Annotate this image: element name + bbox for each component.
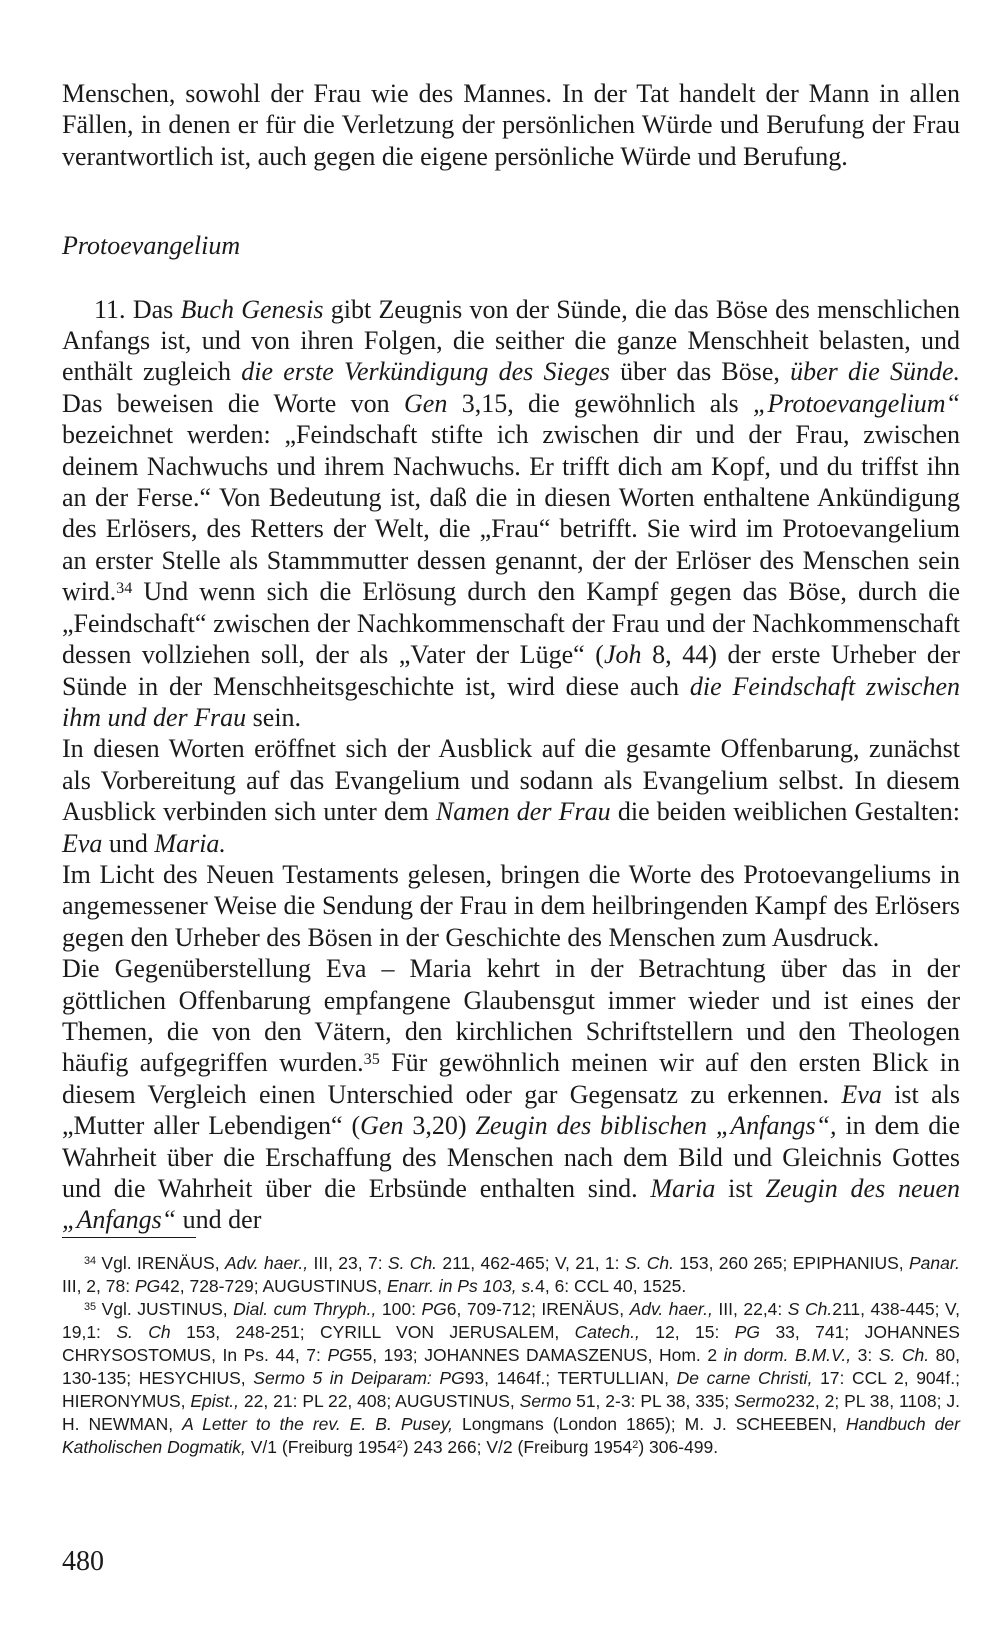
footnotes	[62, 1252, 960, 1459]
paragraph-comparison: Die Gegenüberstellung Eva – Maria kehrt in der Betrachtung über das in der göttlichen Offenbarung empfangene Glaubensgut immer wieder und ist eines der Themen, die von den Vätern, den kirchlichen Schriftstellern und den Theologen häufig aufgegriffen wurden.$^{35}$ Für gewöhnlich meinen wir auf den ersten Blick in diesem Vergleich einen Unterschied oder gar Gegensatz zu erkennen. Eva ist als „Mutter aller Lebendigen“ (Gen 3,20) Zeugin des biblischen „Anfangs“, in dem die Wahrheit über die Erschaffung des Menschen nach dem Bild und Gleichnis Gottes und die Wahrheit über die Erbsünde enthalten sind. Maria ist Zeugin des neuen „Anfangs“ und der	[62, 954, 961, 1235]
paragraph-number: 11.	[94, 294, 126, 324]
footnote-35: $^{35}$ Vgl. JUSTINUS, Dial. cum Thryph., 100: PG6, 709-712; IRENÄUS, Adv. haer., III, 22,4: S Ch.211, 438-445; V, 19,1: S. Ch 153, 248-251; CYRILL VON JERUSALEM, Catech., 12, 15: PG 33, 741; JOHANNES CHRYSOSTOMUS, In Ps. 44, 7: PG55, 193; JOHANNES DAMASZENUS, Hom. 2 in dorm. B.M.V., 3: S. Ch. 80, 130-135; HESYCHIUS, Sermo 5 in Deiparam: PG93, 1464f.; TERTULLIAN, De carne Christi, 17: CCL 2, 904f.; HIERONYMUS, Epist., 22, 21: PL 22, 408; AUGUSTINUS, Sermo 51, 2-3: PL 38, 335; Sermo232, 2; PL 38, 1108; J. H. NEWMAN, A Letter to the rev. E. B. Pusey, Longmans (London 1865); M. J. SCHEEBEN, Handbuch der Katholischen Dogmatik, V/1 (Freiburg 1954$^2$) 243 266; V/2 (Freiburg 1954$^2$) 306-499.	[62, 1299, 960, 1457]
page-number: 480	[62, 1546, 104, 1577]
footnote-ref-34: 34	[116, 580, 133, 598]
footnote-34: $^{34}$ Vgl. IRENÄUS, Adv. haer., III, 23, 7: S. Ch. 211, 462-465; V, 21, 1: S. Ch. 153, 260 265; EPIPHANIUS, Panar. III, 2, 78: PG42, 728-729; AUGUSTINUS, Enarr. in Ps 103, s.4, 6: CCL 40, 1525.	[62, 1253, 960, 1296]
main-text	[62, 78, 960, 1236]
paragraph-11: 11. Das Buch Genesis gibt Zeugnis von der Sünde, die das Böse des menschlichen Anfangs ist, und von ihren Folgen, die seither die ganze Menschheit belasten, und enthält zugleich die erste Verkündigung des Sieges über das Böse, über die Sünde. Das beweisen die Worte von Gen 3,15, die gewöhnlich als „Protoevangelium“ bezeichnet werden: „Feindschaft stifte ich zwischen dir und der Frau, zwischen deinem Nachwuchs und ihrem Nachwuchs. Er trifft dich am Kopf, und du triffst ihn an der Ferse.“ Von Bedeutung ist, daß die in diesen Worten enthaltene Ankündigung des Erlösers, des Retters der Welt, die „Frau“ betrifft. Sie wird im Protoevangelium an erster Stelle als Stammmutter dessen genannt, der der Erlöser des Menschen sein wird.$^{34}$ Und wenn sich die Erlösung durch den Kampf gegen das Böse, durch die „Feindschaft“ zwischen der Nachkommenschaft der Frau und der Nachkommenschaft dessen vollziehen soll, der als „Vater der Lüge“ (Joh 8, 44) der erste Urheber der Sünde in der Menschheitsgeschichte ist, wird diese auch die Feindschaft zwischen ihm und der Frau sein.	[62, 294, 961, 732]
paragraph-new-testament: Im Licht des Neuen Testaments gelesen, bringen die Worte des Protoevangeliums in angemessener Weise die Sendung der Frau in dem heilbringenden Kampf des Erlösers gegen den Urheber des Bösen in der Geschichte des Menschen zum Ausdruck.	[62, 859, 960, 952]
paragraph-eva-maria: In diesen Worten eröffnet sich der Ausblick auf die gesamte Offenbarung, zunächst als Vorbereitung auf das Evangelium und sodann als Evangelium selbst. In diesem Ausblick verbinden sich unter dem Namen der Frau die beiden weiblichen Gestalten: Eva und Maria.	[62, 734, 960, 858]
section-heading: Protoevangelium	[62, 231, 241, 261]
footnote-divider	[62, 1237, 196, 1238]
top-paragraph: Menschen, sowohl der Frau wie des Mannes. In der Tat handelt der Mann in allen Fällen, in denen er für die Verletzung der persönlichen Würde und Berufung der Frau verantwortlich ist, auch gegen die eigene persönliche Würde und Berufung.	[62, 79, 960, 171]
footnote-ref-35: 35	[363, 1051, 380, 1069]
